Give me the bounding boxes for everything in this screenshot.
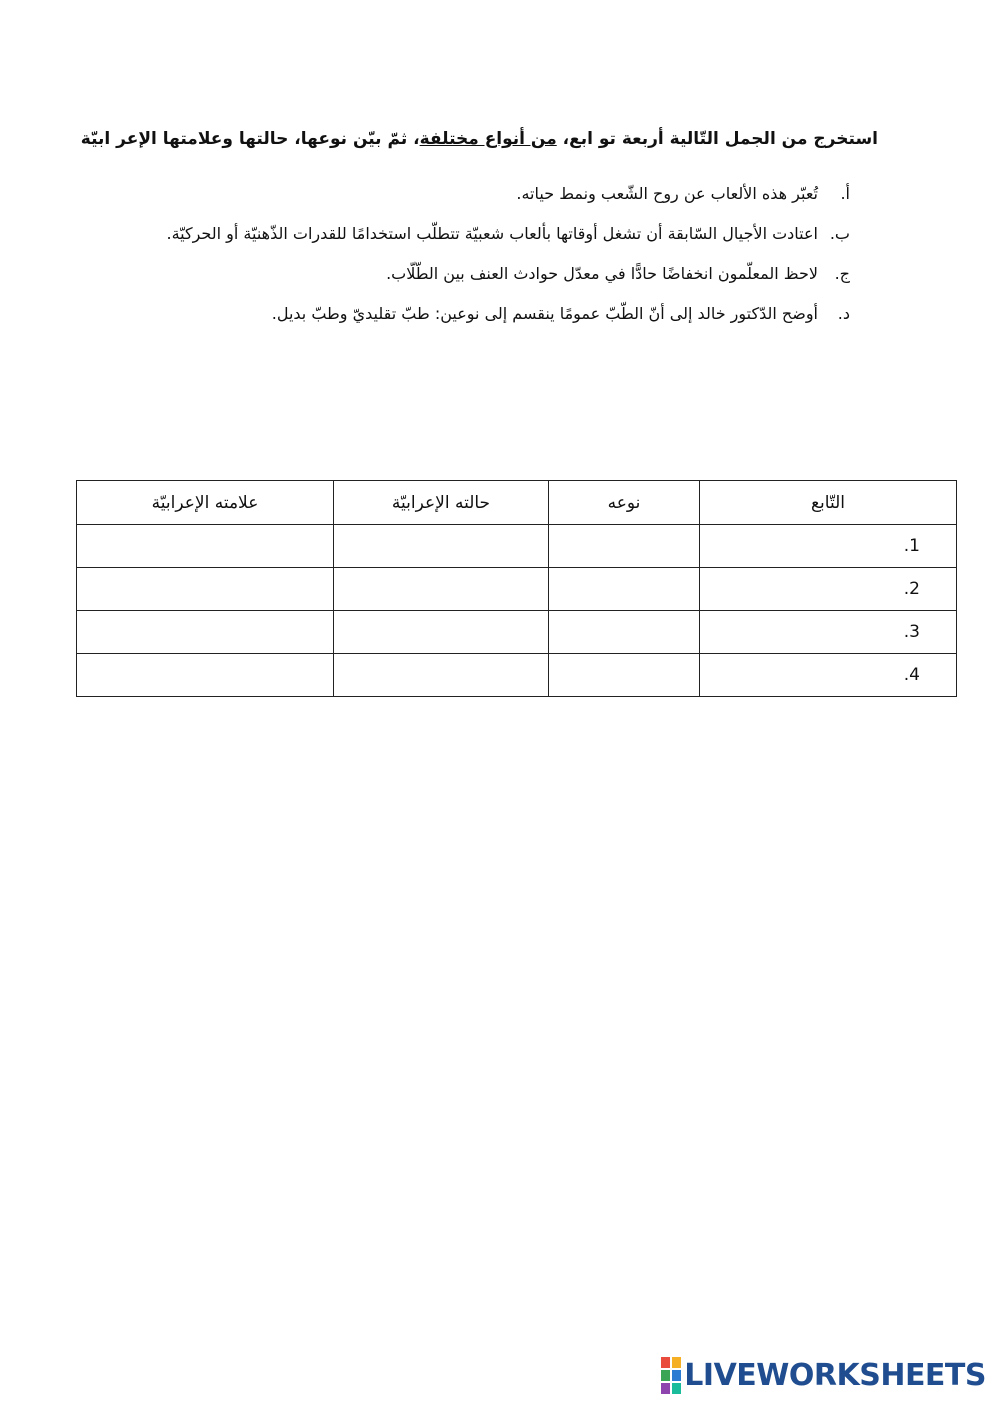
instruction-part1: استخرج من الجمل التّالية أربعة تو ابع، xyxy=(556,129,878,149)
sentence-text: لاحظ المعلّمون انخفاضًا حادًّا في معدّل حوادث العنف بين الطّلّاب. xyxy=(386,264,818,283)
sentence-item-d xyxy=(120,294,850,334)
answer-cell-type[interactable] xyxy=(549,568,700,611)
answer-cell-case[interactable] xyxy=(334,568,549,611)
table-header-row xyxy=(77,481,957,525)
answer-table xyxy=(76,480,957,697)
answer-cell-sign[interactable] xyxy=(77,525,334,568)
answer-cell-case[interactable] xyxy=(334,611,549,654)
header-type: نوعه xyxy=(549,481,700,525)
sentence-label: ب. xyxy=(829,224,850,243)
instruction-underlined: من أنواع مختلفة xyxy=(419,129,557,149)
header-sign: علامته الإعرابيّة xyxy=(77,481,334,525)
row-number: 3. xyxy=(700,611,957,654)
sentence-label: أ. xyxy=(840,184,850,203)
sentence-item-a xyxy=(120,174,850,214)
answer-cell-case[interactable] xyxy=(334,525,549,568)
sentence-label: ج. xyxy=(834,264,850,283)
logo-block xyxy=(672,1383,681,1394)
answer-table-container xyxy=(76,480,922,697)
row-number: 2. xyxy=(700,568,957,611)
sentence-item-c xyxy=(120,254,850,294)
table-row xyxy=(77,568,957,611)
logo-blocks-icon xyxy=(661,1357,681,1394)
answer-cell-sign[interactable] xyxy=(77,568,334,611)
brand-text: LIVEWORKSHEETS xyxy=(684,1358,986,1393)
table-row xyxy=(77,654,957,697)
logo-block xyxy=(672,1357,681,1368)
logo-block xyxy=(661,1383,670,1394)
instruction-text xyxy=(80,124,878,154)
header-tabi: التّابع xyxy=(700,481,957,525)
sentence-text: اعتادت الأجيال السّابقة أن تشغل أوقاتها بألعاب شعبيّة تتطلّب استخدامًا للقدرات الذّهنيّة أو الحركيّة. xyxy=(166,224,818,243)
logo-block xyxy=(661,1357,670,1368)
sentence-label: د. xyxy=(837,304,850,323)
table-row xyxy=(77,525,957,568)
sentence-text: تُعبّر هذه الألعاب عن روح الشّعب ونمط حياته. xyxy=(516,184,818,203)
table-row xyxy=(77,611,957,654)
answer-cell-type[interactable] xyxy=(549,525,700,568)
sentence-text: أوضح الدّكتور خالد إلى أنّ الطّبّ عمومًا ينقسم إلى نوعين: طبّ تقليديّ وطبّ بديل. xyxy=(271,304,818,323)
answer-cell-case[interactable] xyxy=(334,654,549,697)
liveworksheets-logo xyxy=(661,1357,986,1394)
answer-cell-type[interactable] xyxy=(549,611,700,654)
sentence-list xyxy=(120,174,850,334)
row-number: 4. xyxy=(700,654,957,697)
logo-block xyxy=(672,1370,681,1381)
row-number: 1. xyxy=(700,525,957,568)
answer-cell-sign[interactable] xyxy=(77,654,334,697)
header-case: حالته الإعرابيّة xyxy=(334,481,549,525)
answer-cell-type[interactable] xyxy=(549,654,700,697)
logo-block xyxy=(661,1370,670,1381)
instruction-part2: ، ثمّ بيّن نوعها، حالتها وعلامتها الإعر ابيّة xyxy=(80,129,420,149)
sentence-item-b xyxy=(120,214,850,254)
answer-cell-sign[interactable] xyxy=(77,611,334,654)
